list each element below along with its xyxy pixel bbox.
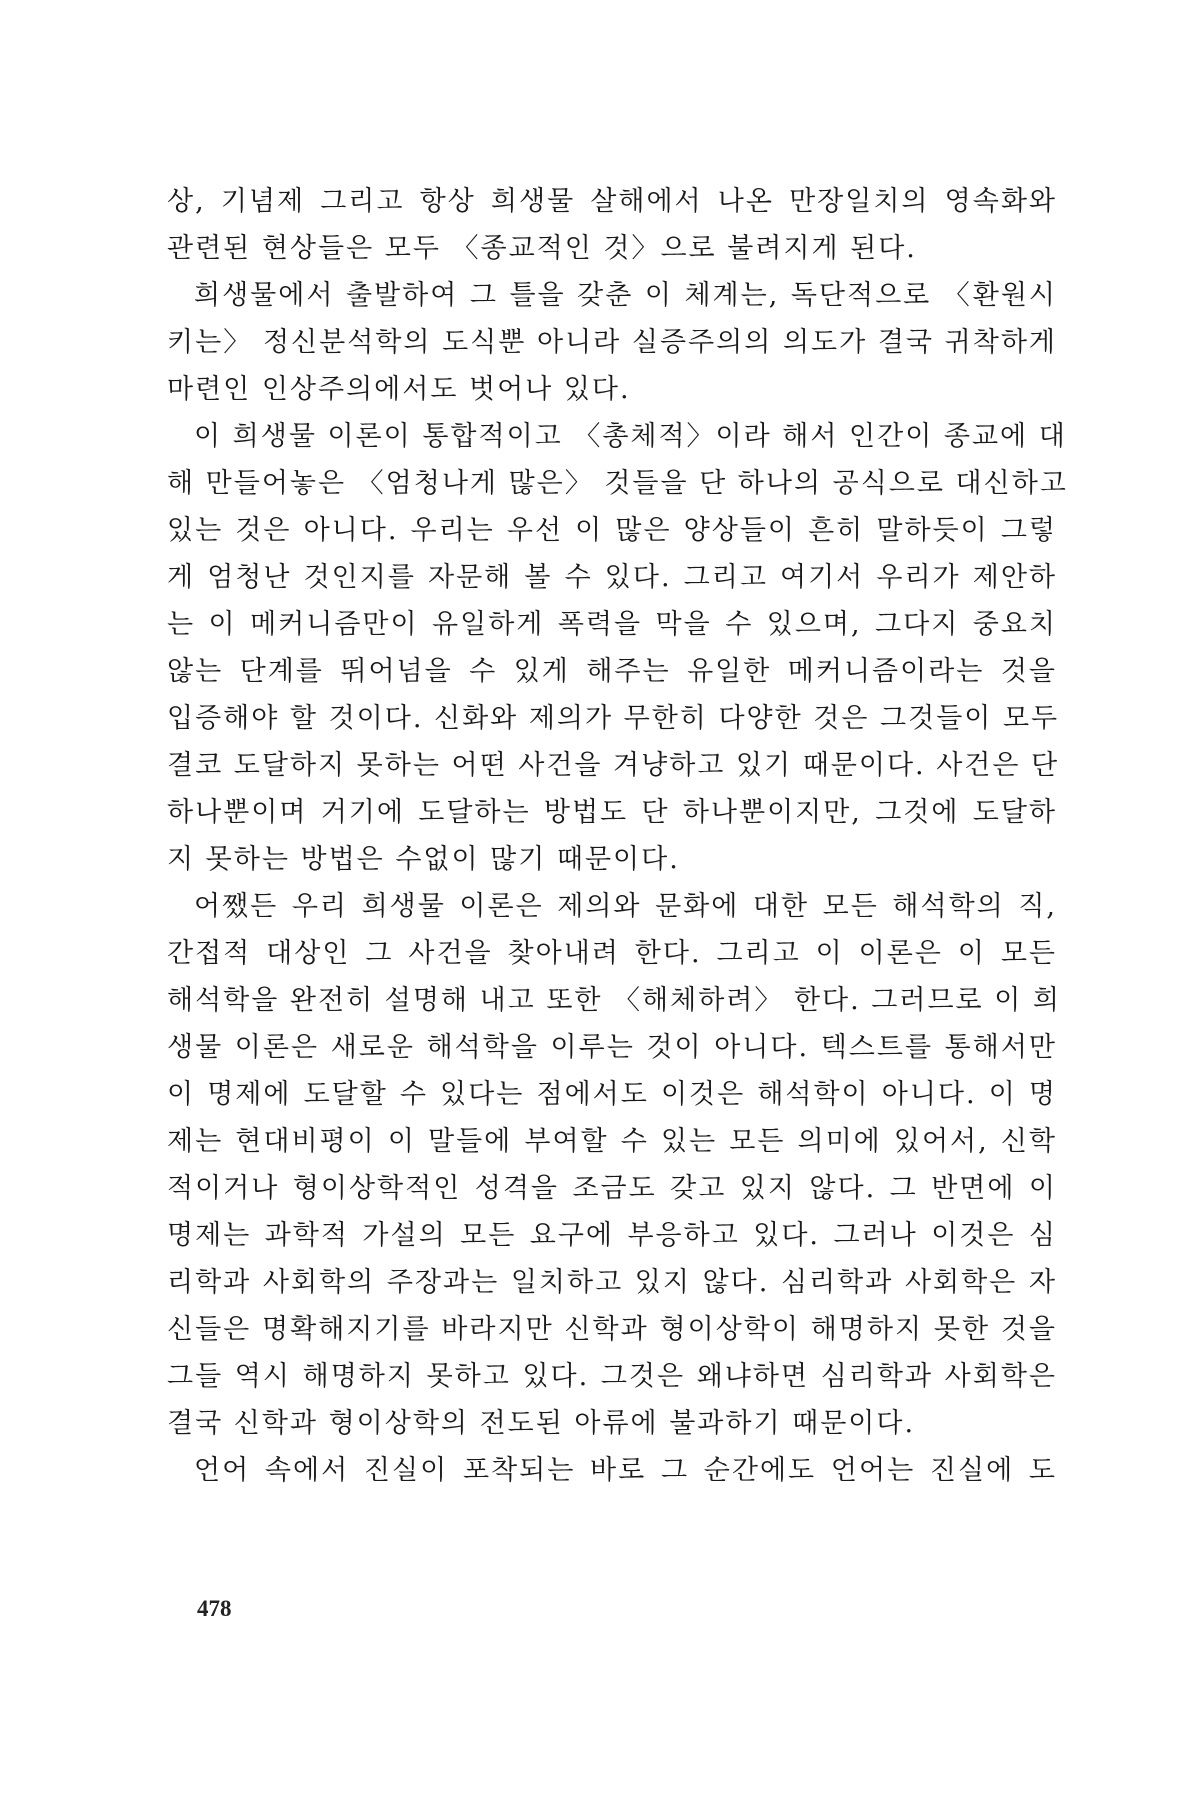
text-line: 제는 현대비평이 이 말들에 부여할 수 있는 모든 의미에 있어서, 신학 <box>167 1126 1057 1157</box>
text-line: 마련인 인상주의에서도 벗어나 있다. <box>167 374 631 405</box>
text-line: 않는 단계를 뛰어넘을 수 있게 해주는 유일한 메커니즘이라는 것을 <box>167 656 1057 687</box>
text-line: 희생물에서 출발하여 그 틀을 갖춘 이 체계는, 독단적으로 〈환원시 <box>194 280 1057 311</box>
text-line: 신들은 명확해지기를 바라지만 신학과 형이상학이 해명하지 못한 것을 <box>167 1314 1057 1345</box>
text-line: 리학과 사회학의 주장과는 일치하고 있지 않다. 심리학과 사회학은 자 <box>167 1267 1057 1298</box>
text-line: 는 이 메커니즘만이 유일하게 폭력을 막을 수 있으며, 그다지 중요치 <box>167 609 1057 640</box>
text-line: 해 만들어놓은 〈엄청나게 많은〉 것들을 단 하나의 공식으로 대신하고 <box>167 468 1068 499</box>
text-line: 그들 역시 해명하지 못하고 있다. 그것은 왜냐하면 심리학과 사회학은 <box>167 1361 1057 1392</box>
text-line: 결코 도달하지 못하는 어떤 사건을 겨냥하고 있기 때문이다. 사건은 단 <box>167 750 1060 781</box>
text-line: 하나뿐이며 거기에 도달하는 방법도 단 하나뿐이지만, 그것에 도달하 <box>167 797 1057 828</box>
text-line: 있는 것은 아니다. 우리는 우선 이 많은 양상들이 흔히 말하듯이 그렇 <box>167 515 1057 546</box>
text-line: 키는〉 정신분석학의 도식뿐 아니라 실증주의의 의도가 결국 귀착하게 <box>167 327 1057 358</box>
text-line: 상, 기념제 그리고 항상 희생물 살해에서 나온 만장일치의 영속화와 <box>167 186 1057 217</box>
text-line: 관련된 현상들은 모두 〈종교적인 것〉으로 불려지게 된다. <box>167 233 917 264</box>
text-line: 해석학을 완전히 설명해 내고 또한 〈해체하려〉 한다. 그러므로 이 희 <box>167 985 1061 1016</box>
text-line: 게 엄청난 것인지를 자문해 볼 수 있다. 그리고 여기서 우리가 제안하 <box>167 562 1057 593</box>
text-line: 생물 이론은 새로운 해석학을 이루는 것이 아니다. 텍스트를 통해서만 <box>167 1032 1057 1063</box>
text-line: 적이거나 형이상학적인 성격을 조금도 갖고 있지 않다. 그 반면에 이 <box>167 1173 1057 1204</box>
text-line: 언어 속에서 진실이 포착되는 바로 그 순간에도 언어는 진실에 도 <box>194 1455 1057 1486</box>
page-number: 478 <box>197 1596 232 1621</box>
text-line: 어쨌든 우리 희생물 이론은 제의와 문화에 대한 모든 해석학의 직, <box>194 891 1057 922</box>
text-line: 이 희생물 이론이 통합적이고 〈총체적〉이라 해서 인간이 종교에 대 <box>194 421 1067 452</box>
text-line: 지 못하는 방법은 수없이 많기 때문이다. <box>167 844 680 875</box>
text-line: 간접적 대상인 그 사건을 찾아내려 한다. 그리고 이 이론은 이 모든 <box>167 938 1057 969</box>
body-text <box>167 178 1068 1494</box>
text-line: 이 명제에 도달할 수 있다는 점에서도 이것은 해석학이 아니다. 이 명 <box>167 1079 1057 1110</box>
text-line: 입증해야 할 것이다. 신화와 제의가 무한히 다양한 것은 그것들이 모두 <box>167 703 1060 734</box>
text-line: 명제는 과학적 가설의 모든 요구에 부응하고 있다. 그러나 이것은 심 <box>167 1220 1057 1251</box>
text-line: 결국 신학과 형이상학의 전도된 아류에 불과하기 때문이다. <box>167 1408 916 1439</box>
